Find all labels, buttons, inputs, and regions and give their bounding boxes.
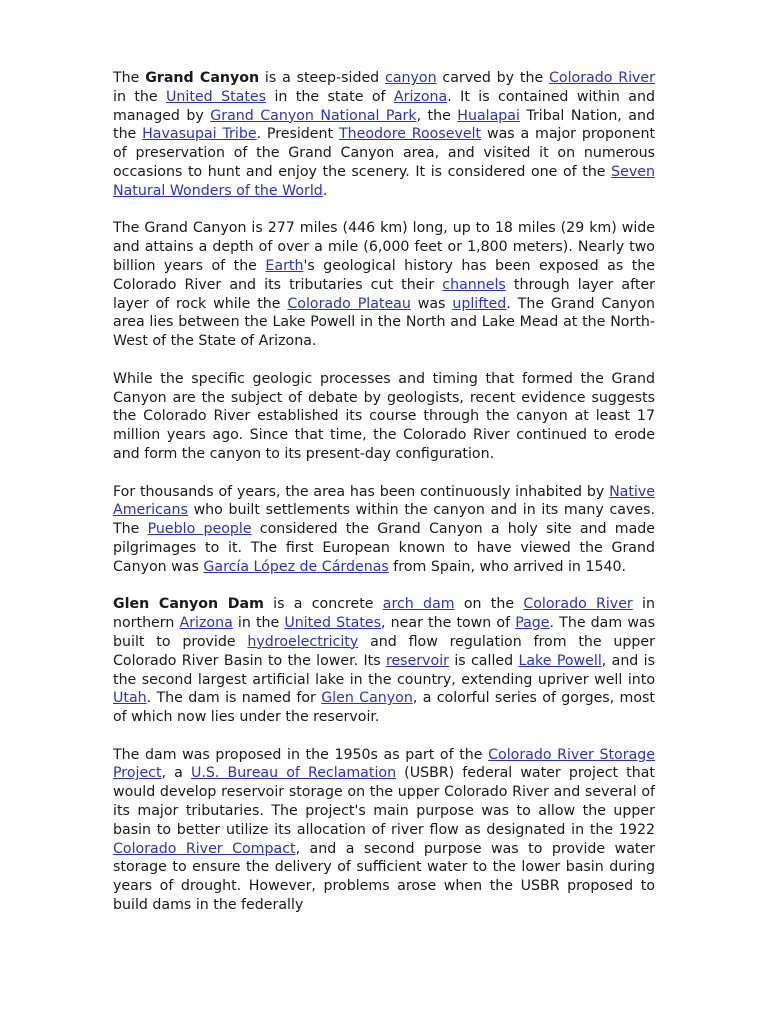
link-arch-dam[interactable]: arch dam xyxy=(382,596,455,613)
link-canyon[interactable]: canyon xyxy=(385,70,437,86)
link-grand-canyon-national-park[interactable]: Grand Canyon National Park xyxy=(210,107,417,124)
article-body xyxy=(113,69,655,934)
link-hualapai[interactable]: Hualapai xyxy=(457,107,520,124)
link-colorado-river-2[interactable]: Colorado River xyxy=(523,596,633,613)
text-run: For thousands of years, the area has been continuously inhabited by xyxy=(113,483,610,500)
text-run: is a concrete xyxy=(263,596,383,613)
link-colorado-river-storage-project[interactable]: Colorado River Storage Project xyxy=(113,746,656,782)
link-pueblo-people[interactable]: Pueblo people xyxy=(147,521,252,538)
text-run: . President xyxy=(256,126,339,143)
text-run: in the state of xyxy=(266,88,394,105)
text-run: , a colorful series of gorges, most of which now lies under the reservoir. xyxy=(113,690,655,726)
text-run: , and a second purpose was to provide water storage to ensure the delivery of sufficient water to the lower basin during years of drought. However, problems arose when the USBR proposed to build dams in the federally xyxy=(113,840,656,914)
text-run: considered the Grand Canyon a holy site and made pilgrimages to it. The first European known to have viewed the Grand Canyon was xyxy=(113,521,655,575)
article-paragraph xyxy=(113,483,655,577)
link-arizona[interactable]: Arizona xyxy=(393,88,448,105)
text-run: is called xyxy=(449,652,519,669)
text-run: and flow regulation from the upper Colorado River Basin to the lower. Its xyxy=(113,633,655,669)
bold-term: Glen Canyon Dam xyxy=(113,596,264,613)
text-run: , the xyxy=(416,107,458,124)
link-uplifted[interactable]: uplifted xyxy=(452,295,507,312)
link-seven-natural-wonders[interactable]: Seven Natural Wonders of the World xyxy=(113,163,655,199)
text-run: , near the town of xyxy=(381,615,516,632)
text-run: The xyxy=(113,70,146,86)
text-run: is a steep-sided xyxy=(259,70,386,86)
link-havasupai-tribe[interactable]: Havasupai Tribe xyxy=(142,126,257,143)
link-garcia-lopez-de-cardenas[interactable]: García López de Cárdenas xyxy=(203,558,389,575)
link-native-americans[interactable]: Native Americans xyxy=(113,483,655,519)
link-earth[interactable]: Earth xyxy=(265,257,304,274)
text-run: . The Grand Canyon area lies between the Lake Powell in the North and Lake Mead at the North-West of the State of Arizona. xyxy=(113,295,655,350)
article-paragraph xyxy=(113,370,655,464)
text-run: who built settlements within the canyon and in its many caves. The xyxy=(113,502,655,538)
link-hydroelectricity[interactable]: hydroelectricity xyxy=(247,633,359,650)
bold-term: Grand Canyon xyxy=(145,70,260,86)
article-paragraph xyxy=(113,746,655,915)
text-run: 's geological history has been exposed as the Colorado River and its tributaries cut their xyxy=(113,257,655,293)
text-run: in northern xyxy=(113,596,655,632)
text-run: . The dam was built to provide xyxy=(113,615,656,650)
link-channels[interactable]: channels xyxy=(442,276,506,293)
text-run: was xyxy=(410,295,453,312)
link-united-states[interactable]: United States xyxy=(166,88,267,105)
text-run: Tribal Nation, and the xyxy=(113,107,655,143)
link-page[interactable]: Page xyxy=(515,615,550,632)
text-run: . xyxy=(322,182,328,199)
link-utah[interactable]: Utah xyxy=(113,690,147,707)
article-paragraph xyxy=(113,69,655,201)
text-run: in the xyxy=(113,88,167,105)
link-glen-canyon[interactable]: Glen Canyon xyxy=(321,690,413,707)
link-united-states-2[interactable]: United States xyxy=(284,615,382,632)
link-colorado-river-compact[interactable]: Colorado River Compact xyxy=(113,840,296,857)
link-lake-powell[interactable]: Lake Powell xyxy=(518,652,602,669)
link-colorado-plateau[interactable]: Colorado Plateau xyxy=(287,295,411,312)
text-run: , and is the second largest artificial lake in the country, extending upriver well into xyxy=(113,652,655,688)
text-run: on the xyxy=(454,596,524,613)
text-run: , a xyxy=(161,765,191,782)
link-arizona-2[interactable]: Arizona xyxy=(179,615,233,632)
article-paragraph xyxy=(113,595,655,727)
text-run: from Spain, who arrived in 1540. xyxy=(388,558,627,575)
text-run: (USBR) federal water project that would develop reservoir storage on the upper Colorado River and several of its major tributaries. The project's main purpose was to allow the upper basin to better utilize its allocation of river flow as designated in the 1922 xyxy=(113,765,655,838)
link-us-bureau-of-reclamation[interactable]: U.S. Bureau of Reclamation xyxy=(190,765,397,782)
text-run: . The dam is named for xyxy=(146,690,322,707)
link-theodore-roosevelt[interactable]: Theodore Roosevelt xyxy=(338,126,482,143)
text-run: The Grand Canyon is 277 miles (446 km) long, up to 18 miles (29 km) wide and attains a depth of over a mile (6,000 feet or 1,800 meters). Nearly two billion years of the xyxy=(113,220,655,274)
text-run: carved by the xyxy=(436,70,549,86)
text-run: While the specific geologic processes and timing that formed the Grand Canyon are the subject of debate by geologists, recent evidence suggests the Colorado River established its course through the canyon at least 17 million years ago. Since that time, the Colorado River continued to erode and form the canyon to its present-day configuration. xyxy=(113,370,655,462)
link-reservoir[interactable]: reservoir xyxy=(385,652,449,669)
text-run: through layer after layer of rock while the xyxy=(113,276,655,312)
link-colorado-river[interactable]: Colorado River xyxy=(548,70,655,86)
article-paragraph xyxy=(113,219,655,351)
text-run: The dam was proposed in the 1950s as part of the xyxy=(113,746,489,763)
text-run: in the xyxy=(232,615,285,632)
text-run: . It is contained within and managed by xyxy=(113,88,655,124)
text-run: was a major proponent of preservation of the Grand Canyon area, and visited it on numerous occasions to hunt and enjoy the scenery. It is considered one of the xyxy=(113,126,656,180)
